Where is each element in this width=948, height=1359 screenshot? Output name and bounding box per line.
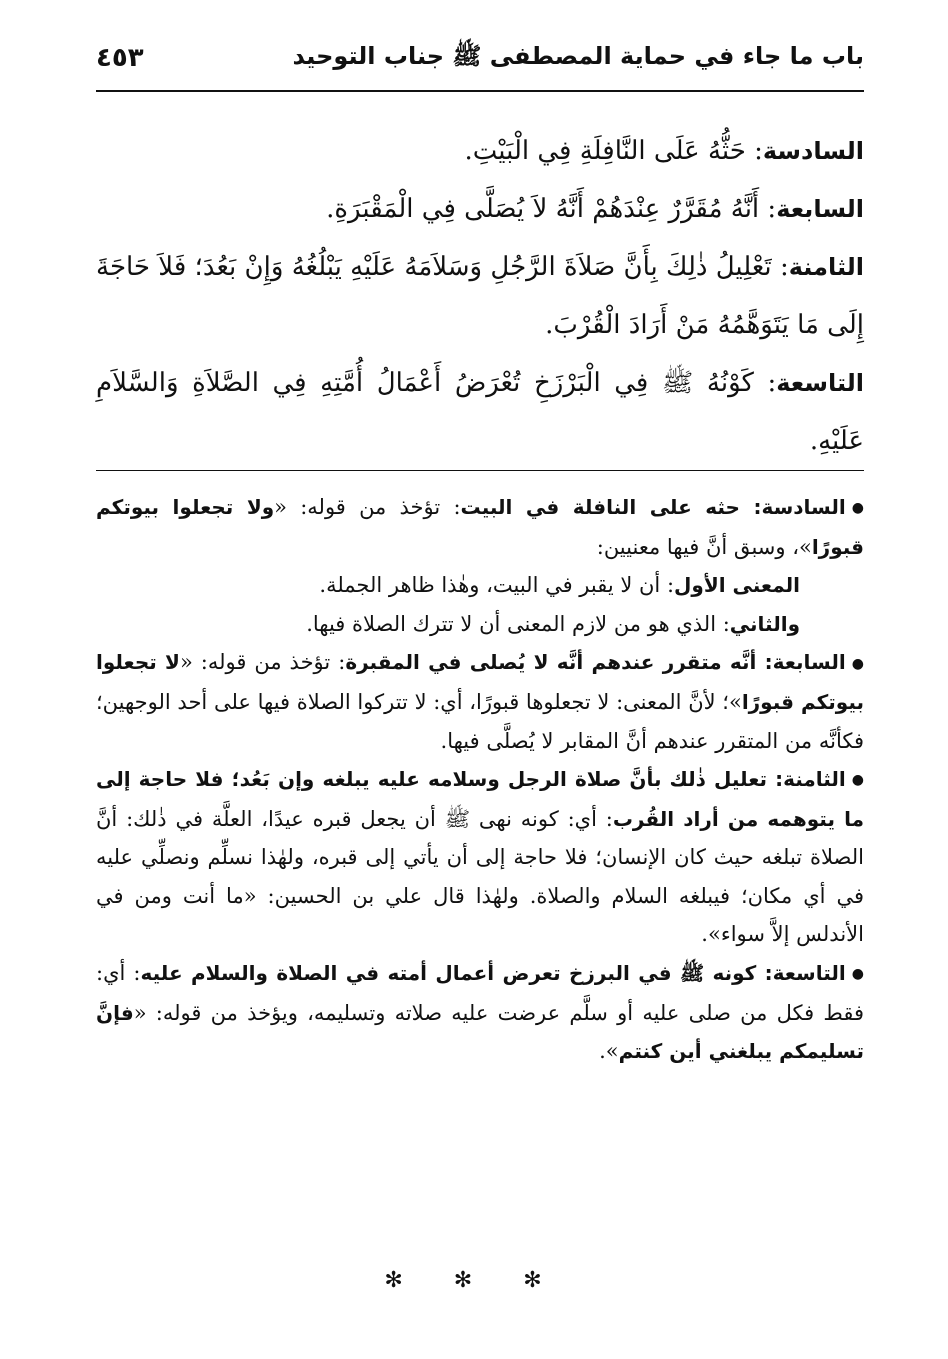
commentary-bold-text: الثامنة: تعليل ذٰلك بأنَّ صلاة الرجل وسلامه عليه يبلغه وإن بَعُد؛ فلا حاجة إلى ما يتوهمه من أراد القُرب	[96, 767, 864, 831]
main-item-text: تَعْلِيلُ ذٰلِكَ بِأَنَّ صَلاَةَ الرَّجُلِ وَسَلاَمَهُ عَلَيْهِ يَبْلُغُهُ وَإِنْ بَعُدَ؛ فَلاَ حَاجَةَ إِلَى مَا يَتَوَهَّمُهُ مَنْ أَرَادَ الْقُرْبَ.	[96, 252, 864, 340]
bullet-icon: ●	[851, 966, 864, 982]
main-item-term: التاسعة	[776, 369, 864, 397]
commentary-paragraph	[96, 954, 864, 1071]
commentary-text: : أن لا يقبر في البيت، وهٰذا ظاهر الجملة.	[319, 573, 675, 598]
main-item-sixth	[96, 122, 864, 180]
commentary-bold-text: التاسعة: كونه ﷺ في البرزخ تعرض أعمال أمته في الصلاة والسلام عليه	[140, 960, 846, 985]
commentary-paragraph	[96, 760, 864, 954]
main-text	[96, 122, 864, 462]
main-item-separator: :	[771, 252, 789, 282]
main-item-text: كَوْنُهُ ﷺ فِي الْبَرْزَخِ تُعْرَضُ أَعْمَالُ أُمَّتِهِ فِي الصَّلاَةِ وَالسَّلاَمِ عَلَيْهِ.	[96, 368, 864, 456]
commentary-text: »؛ لأنَّ المعنى: لا تجعلوها قبورًا، أي: لا تتركوا الصلاة فيها على أحد الوجهين؛ فكأنَّه من المتقرر عندهم أنَّ المقابر لا يُصلَّى فيها.	[96, 690, 864, 753]
commentary-text: : تؤخذ من قوله: «	[274, 495, 461, 519]
commentary-bold-text: فإنَّ تسليمكم يبلغني أين كنتم	[96, 1000, 864, 1063]
commentary-paragraph	[96, 566, 864, 605]
main-item-term: الثامنة	[788, 253, 864, 281]
header-rule	[96, 90, 864, 92]
end-ornament: ✻ ✻ ✻	[384, 1268, 564, 1293]
commentary-text: »، وسبق أنَّ فيها معنيين:	[596, 534, 812, 559]
commentary-bold-text: المعنى الأول	[674, 573, 800, 598]
commentary-bold-text: السادسة: حثه على النافلة في البيت	[460, 495, 846, 519]
main-item-text: أَنَّهُ مُقَرَّرٌ عِنْدَهُمْ أَنَّهُ لاَ يُصَلَّى فِي الْمَقْبَرَةِ.	[326, 194, 760, 224]
running-header	[96, 30, 864, 86]
commentary-text: : أي: فقط فكل من صلى عليه أو سلَّم عرضت عليه صلاته وتسليمه، ويؤخذ من قوله: «	[96, 960, 864, 1025]
commentary-text: : أي: كونه نهى ﷺ أن يجعل قبره عيدًا، العلَّة في ذٰلك: أنَّ الصلاة تبلغه حيث كان الإنسان؛ فلا حاجة إلى أن يأتي إلى قبره، ولهٰذا نسلِّم ونصلِّي عليه في أي مكان؛ فيبلغه السلام والصلاة. ولهٰذا قال علي بن الحسين: «ما أنت ومن في الأندلس إلاَّ سواء».	[96, 806, 864, 947]
commentary-text: : تؤخذ من قوله: «	[179, 650, 346, 675]
main-item-seventh	[96, 180, 864, 238]
commentary-paragraph	[96, 643, 864, 760]
main-item-separator: :	[753, 368, 777, 398]
commentary-text: ».	[599, 1039, 619, 1063]
commentary-bold-text: لا تجعلوا بيوتكم قبورًا	[96, 650, 864, 714]
commentary	[96, 488, 864, 1268]
main-item-separator: :	[745, 136, 763, 166]
main-item-text: حَثُّهُ عَلَى النَّافِلَةِ فِي الْبَيْتِ.	[464, 136, 746, 166]
main-item-eighth	[96, 238, 864, 354]
commentary-bold-text: السابعة: أنَّه متقرر عندهم أنَّه لا يُصلى في المقبرة	[345, 650, 846, 675]
main-item-ninth	[96, 354, 864, 470]
page-number: ٤٥٣	[96, 43, 144, 73]
section-divider	[96, 470, 864, 471]
main-item-term: السابعة	[776, 195, 864, 223]
bullet-icon: ●	[851, 772, 864, 789]
main-item-separator: :	[759, 194, 777, 224]
running-title: باب ما جاء في حماية المصطفى ﷺ جناب التوحيد	[292, 41, 864, 70]
commentary-bold-text: والثاني	[729, 611, 800, 636]
main-item-term: السادسة	[762, 137, 864, 165]
commentary-paragraph	[96, 605, 864, 644]
bullet-icon: ●	[851, 500, 864, 517]
commentary-bold-text: ولا تجعلوا بيوتكم قبورًا	[96, 495, 864, 559]
commentary-text: : الذي هو من لازم المعنى أن لا تترك الصلاة فيها.	[306, 611, 730, 636]
commentary-paragraph	[96, 488, 864, 566]
bullet-icon: ●	[851, 655, 864, 672]
